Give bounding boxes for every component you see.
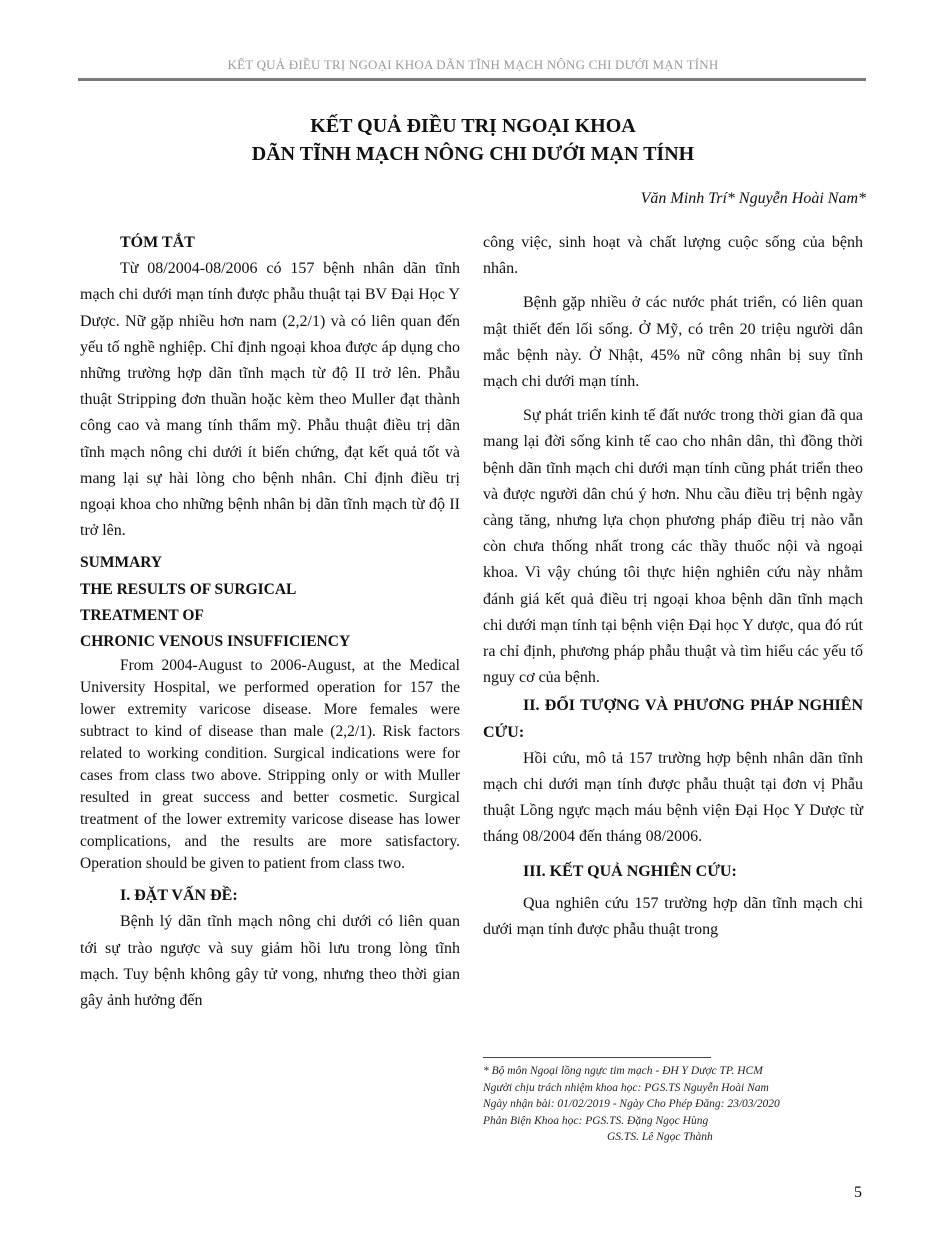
summary-title-line-1: THE RESULTS OF SURGICAL [80,580,297,598]
section-1-heading: I. ĐẶT VẤN ĐỀ: [120,887,238,905]
section-2-text: Hồi cứu, mô tả 157 trường hợp bệnh nhân dãn tĩnh mạch chi dưới mạn tính được phẫu thuật tại đơn vị Phẫu thuật Lồng ngực mạch máu bệnh viện Đại Học Y Dược từ tháng 08/2004 đến tháng 08/2006. [483,749,863,846]
summary-title-line-3: CHRONIC VENOUS INSUFFICIENCY [80,633,351,651]
section-3-text: Qua nghiên cứu 157 trường hợp dãn tĩnh mạch chi dưới mạn tính được phẫu thuật trong [483,894,863,939]
title-line-2: DÃN TĨNH MẠCH NÔNG CHI DƯỚI MẠN TÍNH [251,143,695,165]
summary-text: From 2004-August to 2006-August, at the Medical University Hospital, we performed operation for 157 the lower extremity varicose disease. More females were subtract to kind of disease than male (2,2/1). Risk factors related to working condition. Surgical indications were for cases from class two above. Stripping only or with Muller resulted in great success and better cosmetic. Surgical treatment of the lower extremity varicose disease has lower complications, and the results are more satisfactory. Operation should be given to patient from class two. [80,657,460,873]
left-column [80,230,460,1014]
header-rule [78,78,866,81]
footnote-reviewer-1: Phản Biện Khoa học: PGS.TS. Đặng Ngọc Hùng [483,1114,709,1127]
footnote-rule [483,1057,711,1058]
right-column [483,230,863,943]
footnote-dates: Ngày nhận bài: 01/02/2019 - Ngày Cho Phép Đăng: 23/03/2020 [483,1098,780,1110]
page-number: 5 [854,1184,862,1201]
abstract-heading: TÓM TẮT [120,234,195,251]
footnote [483,1063,863,1146]
footnote-responsible: Người chịu trách nhiệm khoa học: PGS.TS Nguyễn Hoài Nam [483,1081,769,1094]
abstract-text: Từ 08/2004-08/2006 có 157 bệnh nhân dãn tĩnh mạch chi dưới mạn tính được phẫu thuật tại BV Đại Học Y Dược. Nữ gặp nhiều hơn nam (2,2/1) và có liên quan đến yếu tố nghề nghiệp. Chỉ định ngoại khoa được áp dụng cho những trường hợp dãn tĩnh mạch từ độ II trở lên. Phẫu thuật Stripping đơn thuần hoặc kèm theo Muller đạt thành công cao và mang tính thẩm mỹ. Phẫu thuật điều trị dãn tĩnh mạch nông chi dưới ít biến chứng, đạt kết quả tốt và mang lại sự hài lòng cho bệnh nhân. Chỉ định điều trị ngoại khoa cho những bệnh nhân bị dãn tĩnh mạch từ độ II trở lên. [80,260,460,540]
summary-title-line-2: TREATMENT OF [80,606,204,624]
section-1-paragraph-1-end: công việc, sinh hoạt và chất lượng cuộc sống của bệnh nhân. [483,234,863,278]
authors: Văn Minh Trí* Nguyễn Hoài Nam* [640,190,866,207]
running-head: KẾT QUẢ ĐIỀU TRỊ NGOẠI KHOA DÃN TĨNH MẠCH NÔNG CHI DƯỚI MẠN TÍNH [227,57,719,72]
footnote-affiliation: * Bộ môn Ngoại lồng ngực tim mạch - ĐH Y Dược TP. HCM [483,1065,763,1077]
section-1-paragraph-3: Sự phát triển kinh tế đất nước trong thời gian đã qua mang lại đời sống kinh tế cao cho nhân dân, thì đồng thời bệnh dãn tĩnh mạch chi dưới mạn tính cũng phát triển theo và được người dân chú ý hơn. Nhu cầu điều trị bệnh ngày càng tăng, nhưng lựa chọn phương pháp điều trị nào vẫn còn chưa thống nhất trong các thầy thuốc nội và ngoại khoa. Vì vậy chúng tôi thực hiện nghiên cứu này nhằm đánh giá kết quả điều trị ngoại khoa bệnh dãn tĩnh mạch chi dưới mạn tính tại bệnh viện Đại học Y dược, qua đó rút ra chỉ định, phương pháp phẫu thuật và tìm hiểu các yếu tố nguy cơ của bệnh. [483,407,863,687]
summary-heading: SUMMARY [80,554,163,572]
title-line-1: KẾT QUẢ ĐIỀU TRỊ NGOẠI KHOA [310,115,636,137]
section-1-paragraph-2: Bệnh gặp nhiều ở các nước phát triển, có liên quan mật thiết đến lối sống. Ở Mỹ, có trên 20 triệu người dân mắc bệnh này. Ở Nhật, 45% nữ công nhân bị suy tĩnh mạch chi dưới mạn tính. [483,294,863,391]
section-2-heading: II. ĐỐI TƯỢNG VÀ PHƯƠNG PHÁP NGHIÊN CỨU: [483,697,863,741]
section-1-paragraph-1-start: Bệnh lý dãn tĩnh mạch nông chi dưới có liên quan tới sự trào ngược và suy giảm hồi lưu trong lòng tĩnh mạch. Tuy bệnh không gây tử vong, nhưng theo thời gian gây ảnh hưởng đến [80,913,460,1010]
section-3-heading: III. KẾT QUẢ NGHIÊN CỨU: [523,862,737,880]
article-title [80,112,866,168]
footnote-reviewer-2: GS.TS. Lê Ngọc Thành [607,1131,713,1143]
